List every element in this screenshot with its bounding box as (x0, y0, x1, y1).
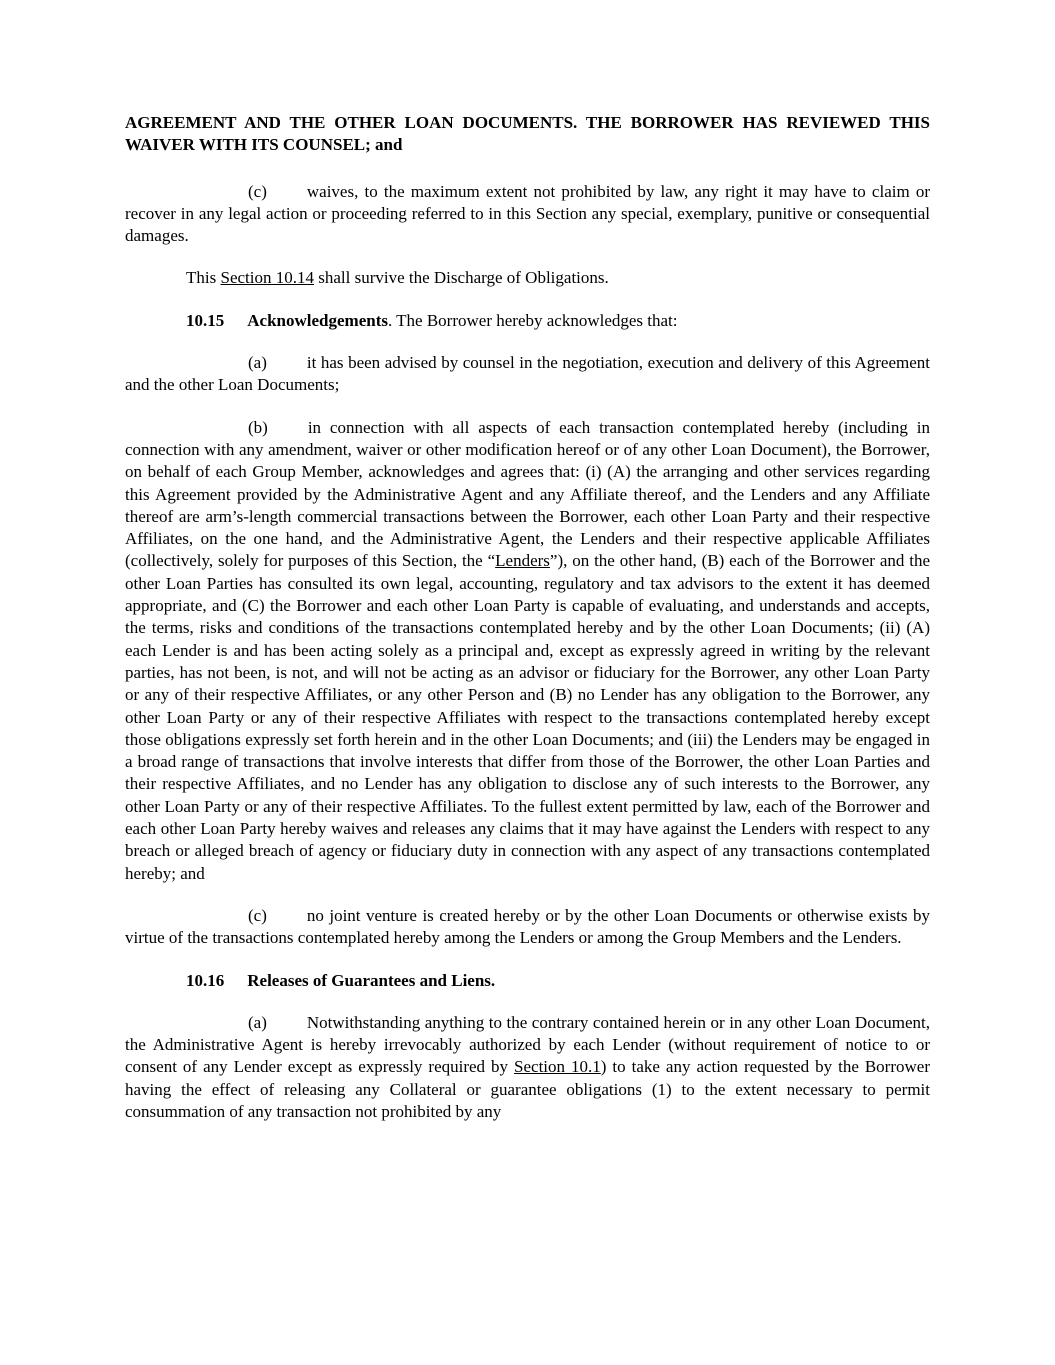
para-text: shall survive the Discharge of Obligations. (313, 268, 609, 288)
para-survival (125, 267, 930, 289)
list-marker: (a) (248, 1012, 267, 1032)
section-ref-10-14: Section 10.14 (220, 268, 314, 288)
list-marker: (a) (248, 353, 267, 373)
section-number: 10.15 (186, 310, 225, 330)
para-text: ”), on the other hand, (B) each of the Borrower and the other Loan Parties has consulted its own legal, accounting, regulatory and tax advisors to the extent it has deemed appropriate, and (C) the Borrower and each other Loan Party is capable of evaluating, and understands and accepts, the terms, risks and conditions of the transactions contemplated hereby and by the other Loan Documents; (ii) (A) each Lender is and has been acting solely as a principal and, except as expressly agreed in writing by the relevant parties, has not been, is not, and will not be acting as an advisor or fiduciary for the Borrower, any other Loan Party or any of their respective Affiliates, or any other Person and (B) no Lender has any obligation to the Borrower, any other Loan Party or any of their respective Affiliates with respect to the transactions contemplated hereby except those obligations expressly set forth herein and in the other Loan Documents; and (iii) the Lenders may be engaged in a broad range of transactions that involve interests that differ from those of the Borrower, the other Loan Parties and their respective Affiliates, and no Lender has any obligation to disclose any of such interests to the Borrower, any other Loan Party or any of their respective Affiliates. To the fullest extent permitted by law, each of the Borrower and each other Loan Party hereby waives and releases any claims that it may have against the Lenders with respect to any breach or alleged breach of agency or fiduciary duty in connection with any aspect of any transactions contemplated hereby; and (125, 551, 930, 883)
heading-text: AGREEMENT AND THE OTHER LOAN DOCUMENTS. THE BORROWER HAS REVIEWED THIS WAIVER WITH ITS COUNSEL; and (125, 113, 930, 155)
para-text: no joint venture is created hereby or by the other Loan Documents or otherwise exists by virtue of the transactions contemplated hereby among the Lenders or among the Group Members and the Lenders. (125, 905, 930, 948)
section-heading-10-15 (125, 310, 930, 332)
defined-term-lenders: Lenders (495, 551, 550, 571)
para-acknowledgement-a (125, 352, 930, 397)
para-releases-a (125, 1012, 930, 1123)
para-text: it has been advised by counsel in the negotiation, execution and delivery of this Agreement and the other Loan Documents; (125, 353, 930, 395)
section-title: Releases of Guarantees and Liens. (247, 970, 496, 990)
section-ref-10-1: Section 10.1 (514, 1057, 601, 1077)
section-title: Acknowledgements (247, 310, 388, 330)
list-marker: (c) (248, 905, 267, 925)
para-text: Notwithstanding anything to the contrary contained herein or in any other Loan Document, the Administrative Agent is hereby irrevocably authorized by each Lender (without requirement of notice to or consent of any Lender except as expressly required by (125, 1012, 930, 1077)
section-number: 10.16 (186, 970, 225, 990)
para-text: This (186, 268, 221, 288)
section-lead-text: . The Borrower hereby acknowledges that: (387, 310, 678, 330)
para-text: in connection with all aspects of each transaction contemplated hereby (including in connection with any amendment, waiver or other modification hereof or of any other Loan Document), the Borrower, on behalf of each Group Member, acknowledges and agrees that: (i) (A) the arranging and other services regarding this Agreement provided by the Administrative Agent and any Affiliate thereof, and the Lenders and any Affiliate thereof are arm’s-length commercial transactions between the Borrower, each other Loan Party and their respective Affiliates, on the one hand, and the Administrative Agent, the Lenders and their respective applicable Affiliates (collectively, solely for purposes of this Section, the “ (125, 417, 930, 571)
para-acknowledgement-c (125, 905, 930, 950)
heading-waiver-caps (125, 112, 930, 157)
list-marker: (c) (248, 181, 267, 201)
list-marker: (b) (248, 417, 268, 437)
section-heading-10-16 (125, 970, 930, 992)
para-waiver-c (125, 181, 930, 248)
para-text: ) to take any action requested by the Borrower having the effect of releasing any Collateral or guarantee obligations (1) to the extent necessary to permit consummation of any transaction not prohibited by any (125, 1057, 930, 1121)
para-text: waives, to the maximum extent not prohibited by law, any right it may have to claim or recover in any legal action or proceeding referred to in this Section any special, exemplary, punitive or consequential damages. (125, 181, 930, 246)
para-acknowledgement-b (125, 417, 930, 885)
